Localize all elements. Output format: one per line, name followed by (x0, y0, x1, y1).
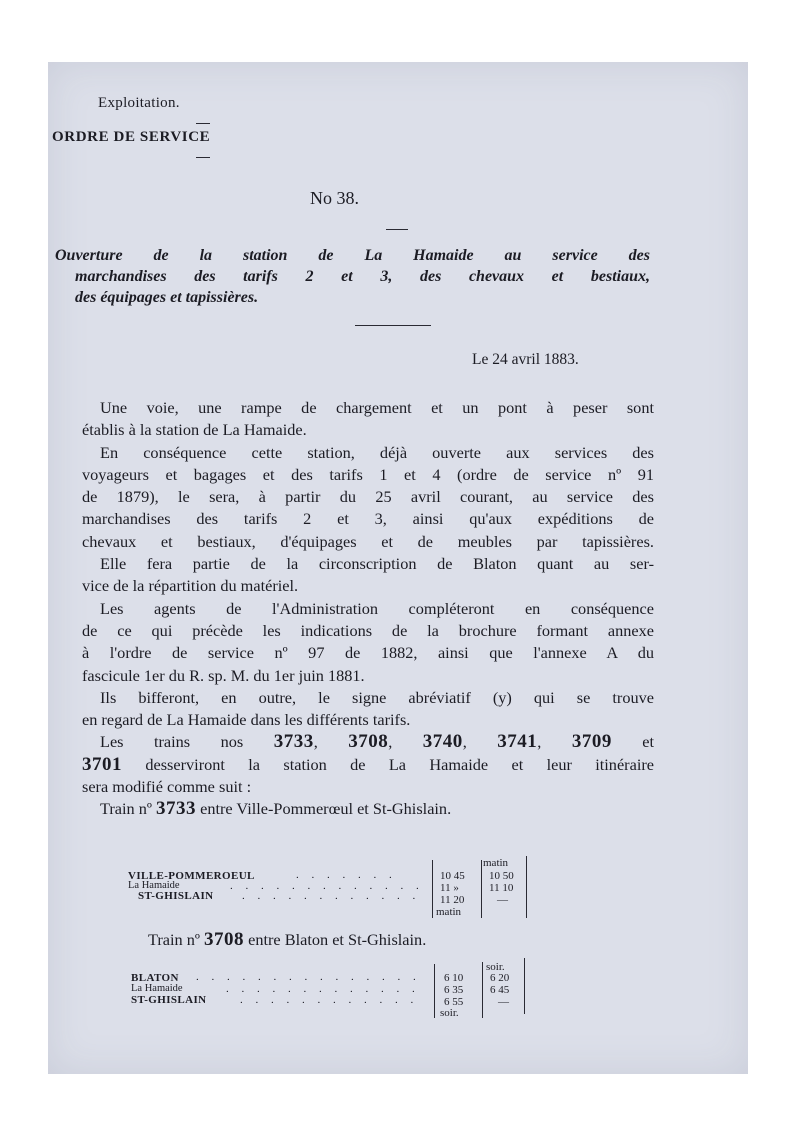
divider (196, 123, 210, 124)
column-rule (482, 962, 483, 1018)
time-cell: 6 45 (490, 984, 510, 996)
time-cell: 6 55 (444, 996, 464, 1008)
station-name: La Hamaide (128, 880, 180, 891)
body-text (82, 397, 654, 821)
train-number: 3708 (204, 929, 245, 950)
body-line: en regard de La Hamaide dans les différents tarifs. (82, 710, 411, 730)
body-line: chevaux et bestiaux, d'équipages et de meubles par tapissières. (82, 531, 654, 551)
body-line: vice de la répartition du matériel. (82, 576, 299, 596)
train-number: 3740 (422, 731, 463, 753)
subject-line: des équipages et tapissières. (75, 289, 259, 306)
body-line: En conséquence cette station, déjà ouverte aux services des (100, 442, 654, 462)
station-name: ST-GHISLAIN (131, 994, 207, 1006)
trains-line: Les trains nos 3733, 3708, 3740, 3741, 3709 et (100, 731, 655, 753)
title-prefix: Train nº (100, 799, 152, 819)
body-text-span: desserviront la station de La Hamaide et leur itinéraire (145, 754, 654, 774)
timetable-title (82, 798, 654, 820)
column-rule (434, 964, 435, 1018)
time-cell: 6 20 (490, 972, 510, 984)
column-footer: soir. (440, 1007, 459, 1019)
trains-prefix: Les trains nos (100, 732, 244, 752)
time-cell: — (498, 996, 509, 1008)
document-date: Le 24 avril 1883. (472, 351, 579, 368)
column-rule (526, 856, 527, 918)
time-cell: 10 45 (440, 870, 465, 882)
time-cell: 11 » (440, 882, 459, 894)
divider (196, 157, 210, 158)
leader-dots: . . . . . . . . . . . . . (230, 880, 424, 892)
subject-line: Ouverture de la station de La Hamaide au service des (55, 247, 650, 264)
body-line: Elle fera partie de la circonscription de Blaton quant au ser- (100, 554, 654, 574)
body-line (82, 754, 654, 776)
leader-dots: . . . . . . . . . . . . (240, 994, 419, 1006)
body-line: sera modifié comme suit : (82, 777, 252, 797)
time-cell: 10 50 (489, 870, 514, 882)
column-footer: matin (436, 906, 462, 918)
order-number: No 38. (310, 188, 359, 208)
body-line: de 1879), le sera, à partir du 25 avril courant, au service des (82, 487, 654, 507)
time-cell: 11 20 (440, 894, 465, 906)
body-line: fascicule 1er du R. sp. M. du 1er juin 1881. (82, 665, 365, 685)
train-number: 3701 (82, 753, 122, 775)
body-line: Les agents de l'Administration compléteront en conséquence (100, 598, 654, 618)
train-number: 3709 (571, 731, 612, 753)
divider (386, 229, 408, 230)
body-line: voyageurs et bagages et des tarifs 1 et 4 (ordre de service nº 91 (82, 464, 654, 484)
divider (355, 325, 431, 326)
station-name: VILLE-POMMEROEUL (128, 870, 255, 882)
body-line: Ils bifferont, en outre, le signe abréviatif (y) qui se trouve (100, 687, 654, 707)
leader-dots: . . . . . . . . . . . . (242, 890, 421, 902)
body-line: établis à la station de La Hamaide. (82, 420, 307, 440)
train-number: 3741 (497, 731, 538, 753)
department-label: Exploitation. (98, 95, 180, 111)
column-header: matin (483, 857, 509, 869)
leader-dots: . . . . . . . (296, 869, 397, 881)
timetable-title (148, 929, 426, 951)
title-suffix: entre Ville-Pommerœul et St-Ghislain. (200, 799, 452, 819)
time-cell: 11 10 (489, 882, 514, 894)
subject-heading (55, 245, 650, 308)
body-line: à l'ordre de service nº 97 de 1882, ainsi que l'annexe A du (82, 643, 654, 663)
leader-dots: . . . . . . . . . . . . . (226, 983, 420, 995)
column-header: soir. (486, 961, 505, 973)
document-type: ORDRE DE SERVICE (52, 129, 211, 145)
time-cell: — (497, 894, 508, 906)
conjunction: et (642, 732, 655, 752)
time-cell: 6 10 (444, 972, 464, 984)
subject-line: marchandises des tarifs 2 et 3, des chevaux et bestiaux, (75, 268, 650, 285)
station-name: BLATON (131, 972, 179, 984)
station-name: La Hamaide (131, 983, 183, 994)
time-cell: 6 35 (444, 984, 464, 996)
train-number: 3733 (273, 731, 314, 753)
column-rule (432, 860, 433, 918)
body-line: marchandises des tarifs 2 et 3, ainsi qu'aux expéditions de (82, 509, 654, 529)
body-line: de ce qui précède les indications de la brochure formant annexe (82, 620, 654, 640)
station-name: ST-GHISLAIN (138, 890, 214, 902)
title-prefix: Train nº (148, 930, 200, 949)
column-rule (524, 958, 525, 1014)
title-suffix: entre Blaton et St-Ghislain. (248, 930, 427, 949)
train-number: 3708 (348, 731, 389, 753)
leader-dots: . . . . . . . . . . . . . . . (196, 971, 421, 983)
column-rule (481, 860, 482, 918)
body-line: Une voie, une rampe de chargement et un pont à peser sont (100, 398, 654, 417)
train-number: 3733 (156, 798, 197, 820)
